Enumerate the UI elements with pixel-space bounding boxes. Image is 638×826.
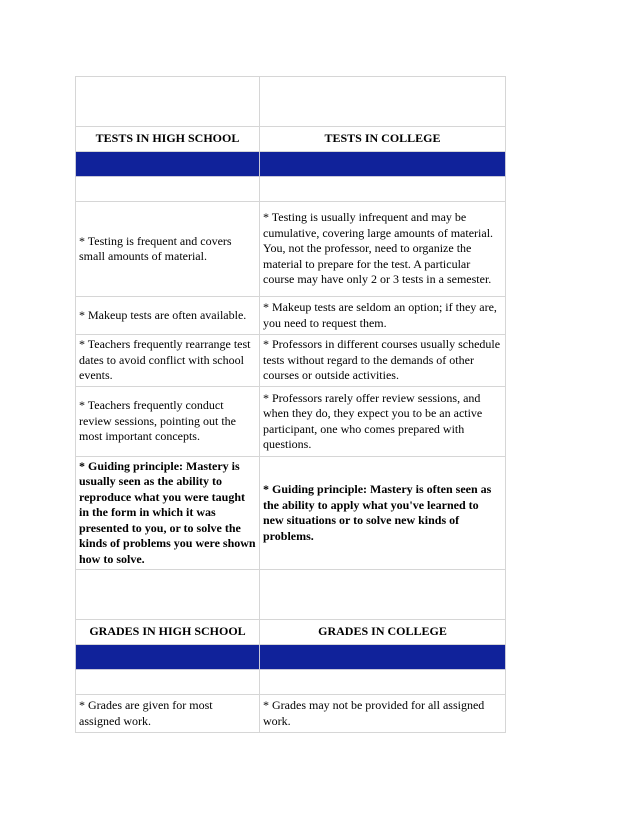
grades-hs-heading: GRADES IN HIGH SCHOOL	[76, 620, 260, 645]
spacer-row	[76, 177, 506, 202]
college-cell: * Professors in different courses usually schedule tests without regard to the demands of other courses or outside activities.	[260, 335, 506, 387]
table-row	[76, 695, 506, 733]
tests-color-band	[76, 152, 506, 177]
spacer-cell	[260, 670, 506, 695]
spacer-cell	[260, 77, 506, 127]
table-row	[76, 202, 506, 297]
spacer-row	[76, 570, 506, 620]
college-cell: * Guiding principle: Mastery is often seen as the ability to apply what you've learned to new situations or to solve new kinds of problems.	[260, 457, 506, 570]
table-row	[76, 297, 506, 335]
table-row	[76, 335, 506, 387]
grades-header-row	[76, 620, 506, 645]
college-cell: * Testing is usually infrequent and may be cumulative, covering large amounts of material. You, not the professor, need to organize the material to prepare for the test. A particular course may have only 2 or 3 tests in a semester.	[260, 202, 506, 297]
comparison-table	[75, 76, 506, 733]
high-school-cell: * Teachers frequently rearrange test dates to avoid conflict with school events.	[76, 335, 260, 387]
spacer-cell	[260, 570, 506, 620]
tests-hs-heading: TESTS IN HIGH SCHOOL	[76, 127, 260, 152]
band-cell	[260, 152, 506, 177]
high-school-cell: * Testing is frequent and covers small amounts of material.	[76, 202, 260, 297]
high-school-cell: * Makeup tests are often available.	[76, 297, 260, 335]
band-cell	[76, 152, 260, 177]
spacer-row	[76, 670, 506, 695]
tests-header-row	[76, 127, 506, 152]
band-cell	[76, 645, 260, 670]
table-row	[76, 387, 506, 457]
college-cell: * Professors rarely offer review sessions, and when they do, they expect you to be an active participant, one who comes prepared with questions.	[260, 387, 506, 457]
spacer-row	[76, 77, 506, 127]
college-cell: * Makeup tests are seldom an option; if they are, you need to request them.	[260, 297, 506, 335]
spacer-cell	[76, 670, 260, 695]
college-cell: * Grades may not be provided for all assigned work.	[260, 695, 506, 733]
high-school-cell: * Guiding principle: Mastery is usually seen as the ability to reproduce what you were taught in the form in which it was presented to you, or to solve the kinds of problems you were shown how to solve.	[76, 457, 260, 570]
tests-college-heading: TESTS IN COLLEGE	[260, 127, 506, 152]
high-school-cell: * Teachers frequently conduct review sessions, pointing out the most important concepts.	[76, 387, 260, 457]
spacer-cell	[76, 177, 260, 202]
spacer-cell	[76, 77, 260, 127]
grades-color-band	[76, 645, 506, 670]
spacer-cell	[260, 177, 506, 202]
band-cell	[260, 645, 506, 670]
high-school-cell: * Grades are given for most assigned work.	[76, 695, 260, 733]
grades-college-heading: GRADES IN COLLEGE	[260, 620, 506, 645]
table-row	[76, 457, 506, 570]
spacer-cell	[76, 570, 260, 620]
